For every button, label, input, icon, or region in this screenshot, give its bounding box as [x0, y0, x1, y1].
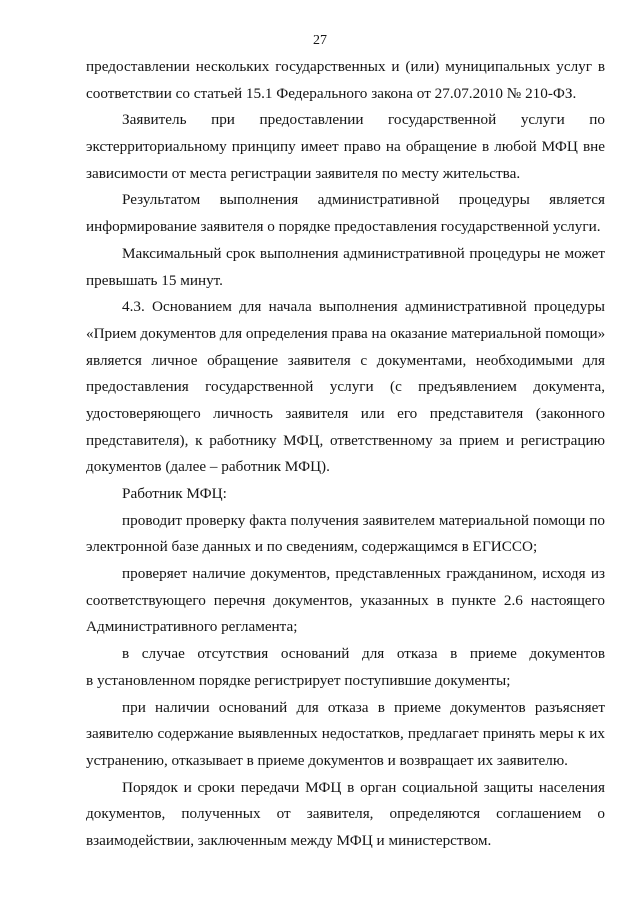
paragraph — [86, 54, 605, 107]
text-line: Порядок и сроки передачи МФЦ в орган социальной защиты населения — [122, 778, 605, 796]
text-line: Работник МФЦ: — [122, 485, 227, 502]
text-line: проводит проверку факта получения заявителем материальной помощи по — [122, 511, 605, 529]
text-line: превышать 15 минут. — [86, 271, 223, 289]
text-line: заявителю содержание выявленных недостатков, предлагает принять меры к их — [86, 725, 605, 743]
paragraph — [86, 107, 605, 187]
text-line: Максимальный срок выполнения административной процедуры не может — [122, 244, 605, 262]
text-line: взаимодействии, заключенным между МФЦ и министерством. — [86, 831, 492, 849]
paragraph — [86, 775, 605, 855]
paragraph — [86, 695, 605, 775]
paragraph — [86, 294, 605, 481]
paragraph — [86, 241, 605, 294]
text-line: Результатом выполнения административной процедуры является — [122, 191, 605, 209]
text-line: документов, полученных от заявителя, определяются соглашением о — [86, 805, 605, 823]
text-line: информирование заявителя о порядке предоставления государственной услуги. — [86, 218, 601, 236]
text-line: документов (далее – работник МФЦ). — [86, 458, 330, 476]
text-line: электронной базе данных и по сведениям, содержащимся в ЕГИССО; — [86, 538, 538, 556]
text-line: удостоверяющего личность заявителя или его представителя (законного — [86, 404, 605, 422]
paragraph — [86, 187, 605, 240]
paragraph — [86, 561, 605, 641]
text-line: 4.3. Основанием для начала выполнения административной процедуры — [122, 298, 605, 316]
text-line: в случае отсутствия оснований для отказа в приеме документов — [122, 645, 605, 663]
page-number: 27 — [313, 33, 327, 48]
text-line: предоставления государственной услуги (с предъявлением документа, — [86, 378, 605, 396]
text-line: в установленном порядке регистрирует поступившие документы; — [86, 671, 511, 689]
text-line: представителя), к работнику МФЦ, ответственному за прием и регистрацию — [86, 431, 605, 449]
text-line: «Прием документов для определения права на оказание материальной помощи» — [86, 324, 605, 342]
text-line: при наличии оснований для отказа в приеме документов разъясняет — [122, 698, 605, 716]
paragraph — [86, 508, 605, 561]
text-line: соответствующего перечня документов, указанных в пункте 2.6 настоящего — [86, 591, 605, 609]
text-line: соответствии со статьей 15.1 Федерального закона от 27.07.2010 № 210-ФЗ. — [86, 84, 577, 102]
text-line: экстерриториальному принципу имеет право на обращение в любой МФЦ вне — [86, 138, 605, 156]
document-body — [86, 54, 605, 855]
paragraph — [86, 641, 605, 694]
paragraph — [86, 481, 605, 508]
text-line: предоставлении нескольких государственных и (или) муниципальных услуг в — [86, 58, 605, 75]
text-line: Административного регламента; — [86, 618, 298, 636]
text-line: проверяет наличие документов, представленных гражданином, исходя из — [122, 565, 605, 583]
text-line: устранению, отказывает в приеме документов и возвращает их заявителю. — [86, 751, 568, 769]
text-line: является личное обращение заявителя с документами, необходимыми для — [86, 351, 605, 369]
text-line: Заявитель при предоставлении государственной услуги по — [122, 111, 605, 129]
text-line: зависимости от места регистрации заявителя по месту жительства. — [86, 164, 521, 182]
